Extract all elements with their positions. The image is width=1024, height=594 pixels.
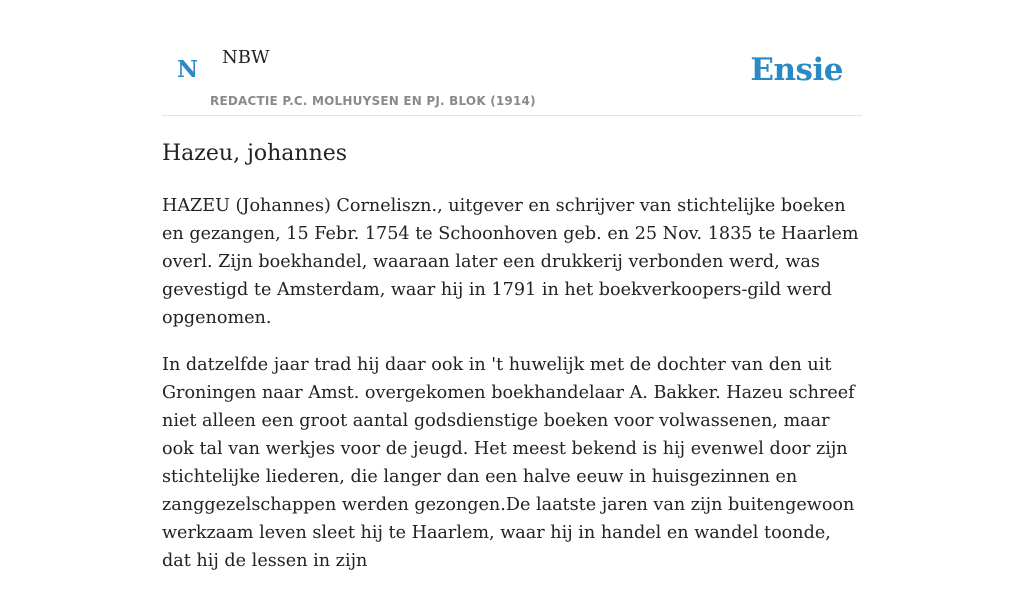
paragraph: HAZEU (Johannes) Corneliszn., uitgever en schrijver van stichtelijke boeken en gezangen, 15 Febr. 1754 te Schoonhoven geb. en 25 Nov. 1835 te Haarlem overl. Zijn boekhandel, waaraan later een drukkerij verbonden werd, was gevestigd te Amsterdam, waar hij in 1791 in het boekverkoopers-gild werd opgenomen.	[162, 196, 859, 328]
paragraph: In datzelfde jaar trad hij daar ook in 't huwelijk met de dochter van den uit Groningen naar Amst. overgekomen boekhandelaar A. Bakker. Hazeu schreef niet alleen een groot aantal godsdienstige boeken voor volwassenen, maar ook tal van werkjes voor de jeugd. Het meest bekend is hij evenwel door zijn stichtelijke liederen, die langer dan een halve eeuw in huisgezinnen en zanggezelschappen werden gezongen.De laatste jaren van zijn buitengewoon werkzaam leven sleet hij te Haarlem, waar hij in handel en wandel toonde, dat hij de lessen in zijn	[162, 355, 855, 571]
header	[162, 0, 862, 116]
article-body	[162, 192, 862, 594]
source-name[interactable]: NBW	[222, 47, 270, 68]
source-subtitle: REDACTIE P.C. MOLHUYSEN EN PJ. BLOK (1914)	[210, 94, 536, 108]
brand-logo[interactable]: Ensie	[750, 52, 843, 88]
source-logo[interactable]: N	[177, 56, 199, 83]
page-title: Hazeu, johannes	[162, 141, 348, 166]
